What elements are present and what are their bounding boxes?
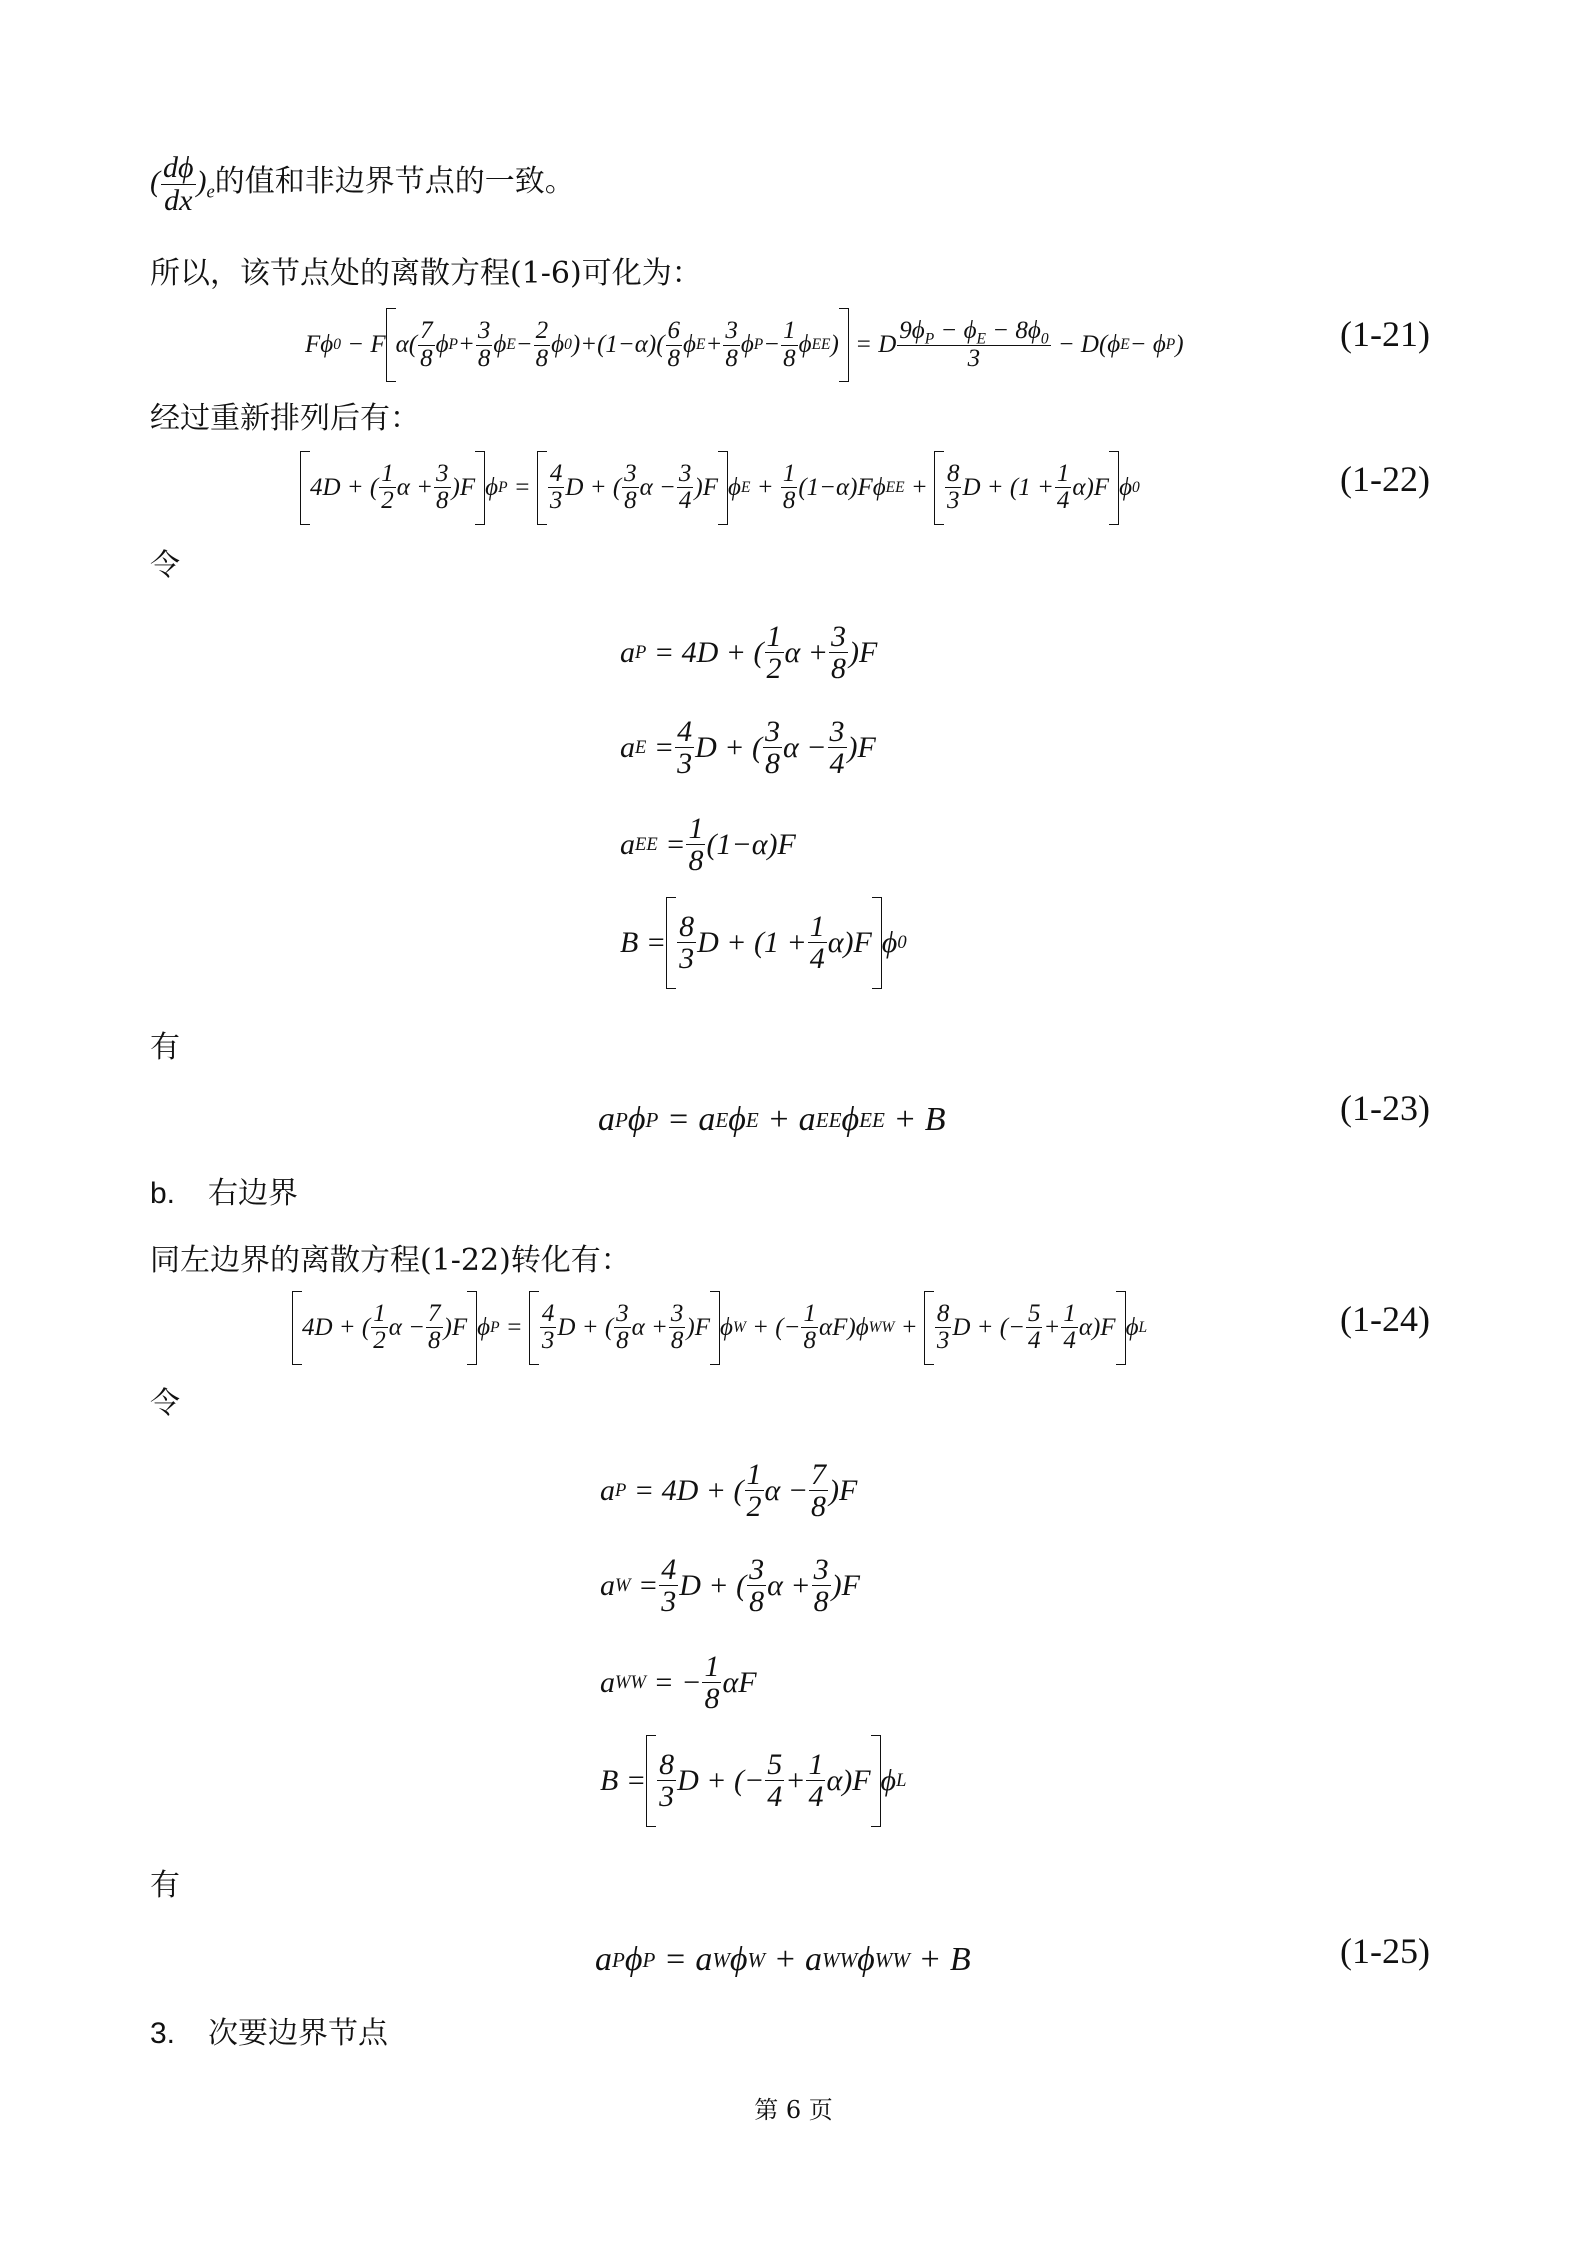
paragraph-discrete-eq-intro: 所以，该节点处的离散方程(1-6)可化为：	[150, 256, 702, 291]
equation-1-22: 4D + ( $\frac{1}{2}$ α + $\frac{3}{8}$ )F ϕ P = $\frac{4}{3}$ D + ( $\frac{3}{8}$ α − $\frac{3}{4}$ )F ϕ E + $\frac{1}{8}$ (1−α)Fϕ EE + $\frac{8}{3}$ D + (1 + $\frac{1}{4}$ α)F ϕ 0	[300, 445, 1140, 530]
equation-1-23: a P ϕ P = a E ϕ E + a EE ϕ EE + B	[598, 1101, 946, 1138]
equation-number-1-25: (1-25)	[1340, 1931, 1430, 1971]
paragraph-then-2: 有	[150, 1868, 180, 1903]
section-title: 右边界	[208, 1176, 298, 1211]
definition-B-left: B = $\frac{8}{3}$ D + (1 + $\frac{1}{4}$ α)F ϕ 0	[620, 890, 907, 995]
equation-number-1-23: (1-23)	[1340, 1088, 1430, 1128]
equation-1-24: 4D + ( $\frac{1}{2}$ α − $\frac{7}{8}$ )F ϕ P = $\frac{4}{3}$ D + ( $\frac{3}{8}$ α + $\frac{3}{8}$ )F ϕ W + (− $\frac{1}{8}$ αF)ϕ WW + $\frac{8}{3}$ D + (− $\frac{5}{4}$ + $\frac{1}{4}$ α)F ϕ L	[292, 1285, 1147, 1370]
equation-number-1-22: (1-22)	[1340, 459, 1430, 499]
definition-aEE: a EE = $\frac{1}{8}$ (1−α)F	[620, 811, 796, 877]
equation-number-1-21: (1-21)	[1340, 314, 1430, 354]
equation-number-1-24: (1-24)	[1340, 1299, 1430, 1339]
section-3-heading	[150, 2008, 388, 2052]
section-b-heading	[150, 1168, 298, 1212]
definition-aE: a E = $\frac{4}{3}$ D + ( $\frac{3}{8}$ α − $\frac{3}{4}$ )F	[620, 714, 876, 780]
list-marker: b.	[150, 1177, 176, 1210]
definition-aP-right: a P = 4D + ( $\frac{1}{2}$ α − $\frac{7}{8}$ )F	[600, 1457, 858, 1523]
equation-1-25: a P ϕ P = a W ϕ W + a WW ϕ WW + B	[595, 1941, 971, 1978]
paragraph-let: 令	[150, 548, 180, 583]
section-title: 次要边界节点	[208, 2016, 388, 2051]
paragraph-rearranged-intro: 经过重新排列后有：	[150, 401, 420, 436]
definition-B-right: B = $\frac{8}{3}$ D + (− $\frac{5}{4}$ + $\frac{1}{4}$ α)F ϕ L	[600, 1728, 906, 1833]
paragraph-then: 有	[150, 1030, 180, 1065]
paragraph-derivative-note: ( $\frac{d\phi}{dx}$ )$_e$的值和非边界节点的一致。	[150, 151, 575, 217]
definition-aWW: a WW = − $\frac{1}{8}$ αF	[600, 1649, 757, 1715]
definition-aP-left: a P = 4D + ( $\frac{1}{2}$ α + $\frac{3}{8}$ )F	[620, 619, 878, 685]
list-marker: 3.	[150, 2017, 176, 2050]
paragraph-let-2: 令	[150, 1386, 180, 1421]
equation-1-21: Fϕ 0 − F α( $\frac{7}{8}$ ϕ P + $\frac{3}{8}$ ϕ E − $\frac{2}{8}$ ϕ 0 )+(1−α)( $\frac{6}{8}$ ϕ E + $\frac{3}{8}$ ϕ P − $\frac{1}{8}$ ϕ EE ) = D $\frac{9\phi_P - \phi_E - 8\phi_0}{3}$ − D(ϕ E − ϕ P )	[305, 305, 1184, 385]
definition-aW: a W = $\frac{4}{3}$ D + ( $\frac{3}{8}$ α + $\frac{3}{8}$ )F	[600, 1552, 860, 1618]
paragraph-text: 的值和非边界节点的一致。	[214, 163, 575, 199]
paragraph-right-boundary-intro: 同左边界的离散方程(1-22)转化有：	[150, 1243, 631, 1278]
page-number: 第 6 页	[754, 2096, 833, 2124]
